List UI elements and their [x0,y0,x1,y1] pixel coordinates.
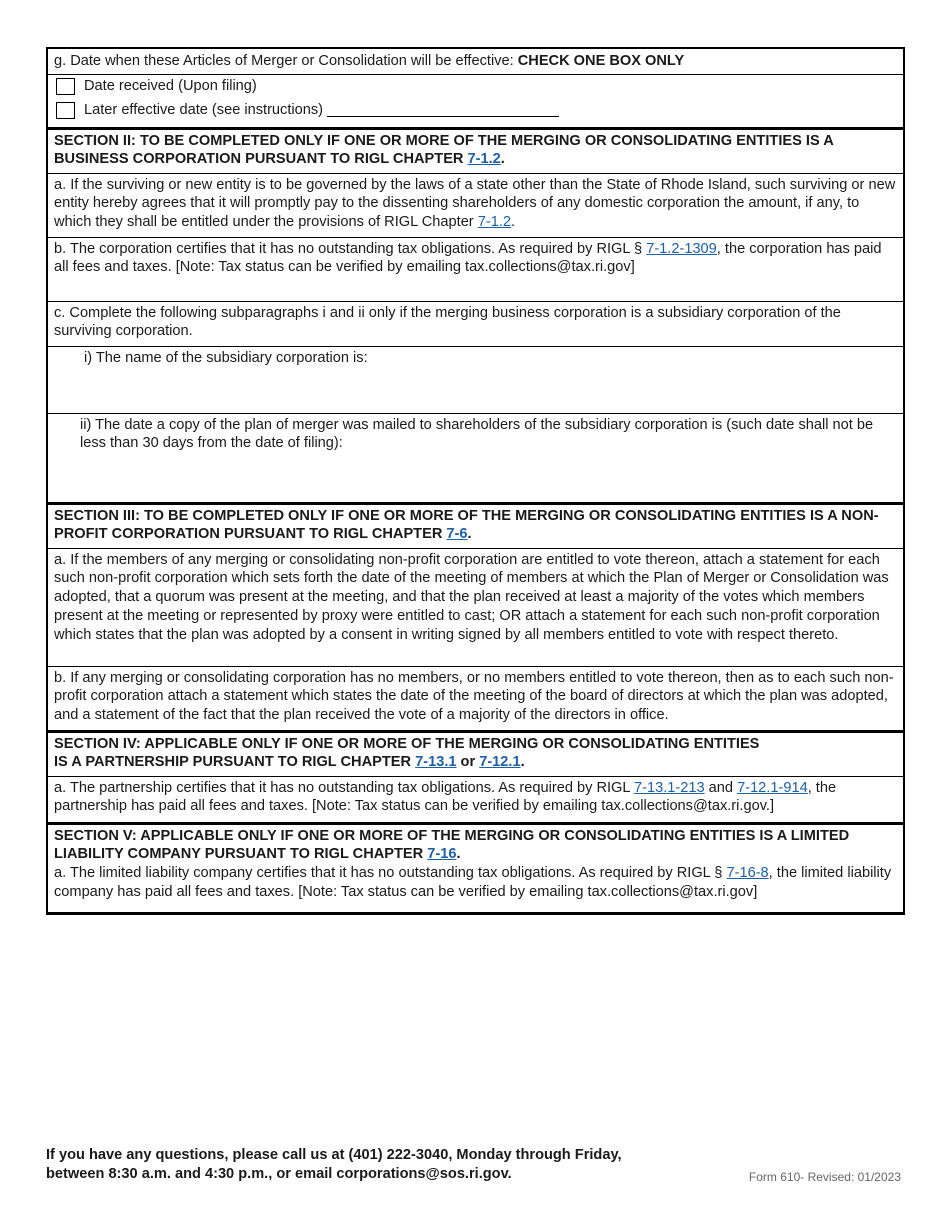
later-date-field[interactable] [327,104,559,117]
section-iv-title-line-2: IS A PARTNERSHIP PURSUANT TO RIGL CHAPTER [54,754,416,771]
option-date-received [48,75,903,99]
statute-7-16-8-link[interactable]: 7-16-8 [726,865,769,882]
check-one-note: CHECK ONE BOX ONLY [517,53,685,69]
section-v-a-text-2: , the limited liability company has paid all fees and taxes. [Note: Tax status can be verified by emailing tax.collections@tax.ri.gov] [54,865,892,900]
later-date-checkbox[interactable] [56,102,75,119]
articles-of-merger-form [46,47,905,915]
chapter-7-13-1-link[interactable]: 7-13.1 [415,754,457,771]
plan-mailed-date-label: ii) The date a copy of the plan of merger was mailed to shareholders of the subsidiary corporation is (such date shall not be less than 30 days from the date of filing): [80,416,874,452]
section-iv-header: SECTION IV: APPLICABLE ONLY IF ONE OR MORE OF THE MERGING OR CONSOLIDATING ENTITIES IS A PARTNERSHIP PURSUANT TO RIGL CHAPTER 7-13.1 or 7-12.1. [48,730,903,776]
contact-footer [46,1146,622,1183]
section-iii-a [48,548,903,666]
chapter-7-1-2-link[interactable]: 7-1.2 [467,151,501,168]
contact-line-1: If you have any questions, please call us at (401) 222-3040, Monday through Friday, [46,1147,622,1163]
section-iii-title: SECTION III: TO BE COMPLETED ONLY IF ONE OR MORE OF THE MERGING OR CONSOLIDATING ENTITIES IS A NON-PROFIT CORPORATION PURSUANT TO RIGL CHAPTER [54,507,879,543]
section-v-a-text-1: a. The limited liability company certifies that it has no outstanding tax obligations. As required by RIGL § [54,865,727,882]
section-iv-a-and: and [704,779,738,796]
chapter-7-1-2-link-2[interactable]: 7-1.2 [477,214,511,231]
section-ii-title: SECTION II: TO BE COMPLETED ONLY IF ONE OR MORE OF THE MERGING OR CONSOLIDATING ENTITIES IS A BUSINESS CORPORATION PURSUANT TO RIGL CHAPTER [54,132,834,168]
chapter-7-12-1-link[interactable]: 7-12.1 [479,754,521,771]
section-iv-title-line-1: SECTION IV: APPLICABLE ONLY IF ONE OR MORE OF THE MERGING OR CONSOLIDATING ENTITIES [54,735,760,752]
section-iv-or: or [456,754,480,771]
later-date-label: Later effective date (see instructions) [84,102,324,119]
form-number: Form 610- Revised: 01/2023 [748,1170,901,1184]
statute-7-1-2-1309-link[interactable]: 7-1.2-1309 [646,240,717,257]
section-v: SECTION V: APPLICABLE ONLY IF ONE OR MORE OF THE MERGING OR CONSOLIDATING ENTITIES IS A LIMITED LIABILITY COMPANY PURSUANT TO RIGL CHAPTER 7-16. a. The limited liability company certifies that it has no outstanding tax obligations. As required by RIGL § 7-16-8, the limited liability company has paid all fees and taxes. [Note: Tax status can be verified by emailing tax.collections@tax.ri.gov] [48,822,903,912]
section-iii-b [48,666,903,730]
plan-mailed-date-field[interactable] [48,413,903,502]
section-ii-header: SECTION II: TO BE COMPLETED ONLY IF ONE OR MORE OF THE MERGING OR CONSOLIDATING ENTITIES IS A BUSINESS CORPORATION PURSUANT TO RIGL CHAPTER 7-1.2. [48,127,903,173]
subsidiary-name-field[interactable] [48,346,903,413]
section-iii-b-text: b. If any merging or consolidating corporation has no members, or no members entitled to vote thereon, then as to each such non-profit corporation attach a statement which states the date of the meeting of the board of directors at which the plan was adopted, and a statement of the fact that the plan received the vote of a majority of the directors in office. [54,669,894,724]
chapter-7-16-link[interactable]: 7-16 [427,846,457,863]
section-iv-a-text-1: a. The partnership certifies that it has no outstanding tax obligations. As required by RIGL [54,779,635,796]
effective-date-options [48,74,903,127]
section-iii-header: SECTION III: TO BE COMPLETED ONLY IF ONE OR MORE OF THE MERGING OR CONSOLIDATING ENTITIES IS A NON-PROFIT CORPORATION PURSUANT TO RIGL CHAPTER 7-6. [48,502,903,548]
chapter-7-6-link[interactable]: 7-6 [446,526,468,543]
section-iv-a [48,776,903,822]
section-ii-b [48,237,903,301]
section-iv-a-text-2: , the partnership has paid all fees and taxes. [Note: Tax status can be verified by emailing tax.collections@tax.ri.gov.] [54,779,837,815]
date-received-label: Date received (Upon filing) [84,78,257,95]
option-later-date [48,99,903,123]
section-ii-b-text-2: , the corporation has paid all fees and taxes. [Note: Tax status can be verified by emailing tax.collections@tax.ri.gov] [54,240,882,276]
section-iii-a-text: a. If the members of any merging or consolidating non-profit corporation are entitled to vote thereon, attach a statement for each such non-profit corporation which sets forth the date of the meeting of members at which the Plan of Merger or Consolidation was adopted, that a quorum was present at the meeting, and that the plan received at least a majority of the votes which members present at the meeting or represented by proxy were entitled to cast; OR attach a statement for each such non-profit corporation which states that the plan was adopted by a consent in writing signed by all members entitled to vote with respect thereto. [54,551,889,643]
section-ii-a-text: a. If the surviving or new entity is to be governed by the laws of a state other than the State of Rhode Island, such surviving or new entity hereby agrees that it will promptly pay to the dissenting shareholders of any domestic corporation the amount, if any, to which they shall be entitled under the provisions of RIGL Chapter [54,176,896,231]
contact-line-2: between 8:30 a.m. and 4:30 p.m., or email corporations@sos.ri.gov. [46,1165,512,1182]
date-received-checkbox[interactable] [56,78,75,95]
section-v-title: SECTION V: APPLICABLE ONLY IF ONE OR MORE OF THE MERGING OR CONSOLIDATING ENTITIES IS A LIMITED LIABILITY COMPANY PURSUANT TO RIGL CHAPTER [54,827,850,863]
section-ii-c-text: c. Complete the following subparagraphs i and ii only if the merging business corporation is a subsidiary corporation of the surviving corporation. [54,304,841,340]
effective-date-label: g. Date when these Articles of Merger or Consolidation will be effective: [54,53,518,69]
effective-date-question [48,49,903,74]
section-ii-c [48,301,903,346]
statute-7-13-1-213-link[interactable]: 7-13.1-213 [634,779,705,796]
section-ii-a: a. If the surviving or new entity is to be governed by the laws of a state other than the State of Rhode Island, such surviving or new entity hereby agrees that it will promptly pay to the dissenting shareholders of any domestic corporation the amount, if any, to which they shall be entitled under the provisions of RIGL Chapter 7-1.2. [48,173,903,237]
subsidiary-name-label: i) The name of the subsidiary corporation is: [84,349,368,366]
section-ii-b-text-1: b. The corporation certifies that it has no outstanding tax obligations. As required by RIGL § [54,240,647,257]
statute-7-12-1-914-link[interactable]: 7-12.1-914 [737,779,808,796]
